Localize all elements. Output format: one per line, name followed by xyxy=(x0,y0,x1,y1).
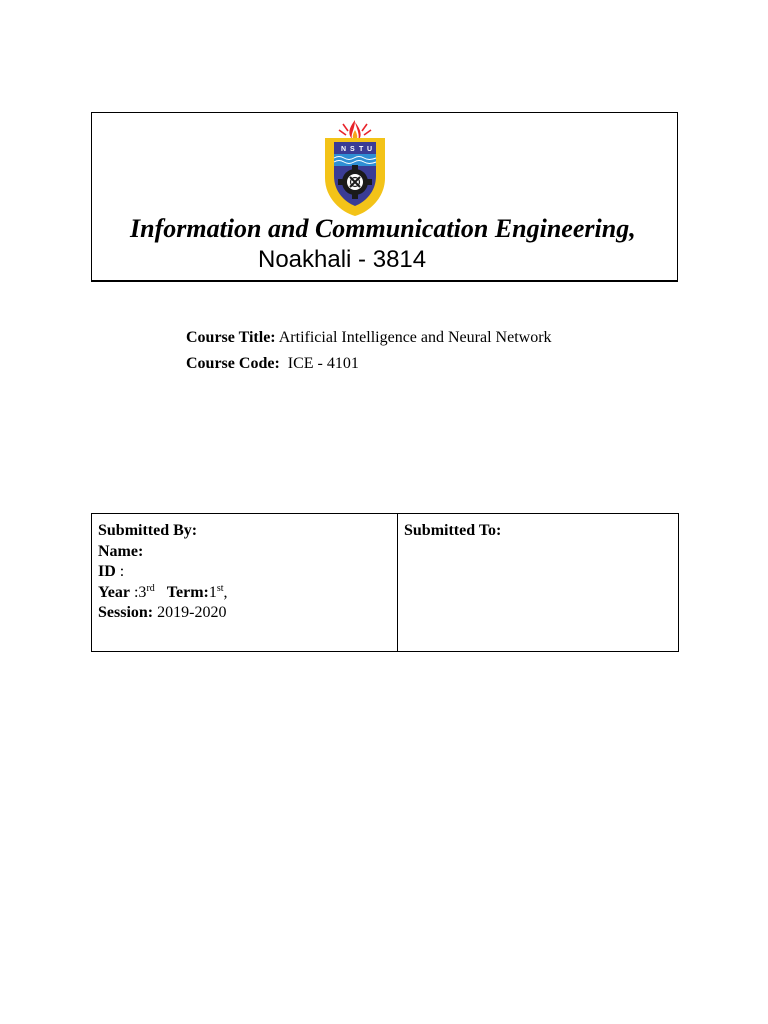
submitted-by-label: Submitted By: xyxy=(98,522,198,539)
course-title-value: Artificial Intelligence and Neural Network xyxy=(275,329,552,346)
term-label: Term: xyxy=(166,583,209,601)
submitted-by-cell xyxy=(92,514,398,652)
logo-letter-t: T xyxy=(359,146,364,153)
id-label: ID xyxy=(98,563,116,580)
course-code-line xyxy=(186,355,359,373)
session-value: 2019-2020 xyxy=(153,604,227,621)
year-term-line xyxy=(98,583,391,604)
department-title: Information and Communication Engineering, xyxy=(130,214,636,243)
year-label: Year xyxy=(98,583,130,601)
name-label: Name: xyxy=(98,542,144,560)
logo-letter-u: U xyxy=(367,146,373,153)
location-line: Noakhali - 3814 xyxy=(258,246,427,273)
term-comma: , xyxy=(223,583,228,601)
course-title-line xyxy=(186,329,552,347)
submitted-to-label: Submitted To: xyxy=(404,522,502,539)
term-suffix: st xyxy=(216,582,224,594)
year-value: :3 xyxy=(129,583,147,601)
course-title-label: Course Title: xyxy=(186,329,276,346)
logo-letter-n: N xyxy=(341,146,347,153)
course-code-value: ICE - 4101 xyxy=(279,355,359,372)
university-logo-icon xyxy=(319,116,391,218)
term-value: 1 xyxy=(208,583,217,601)
logo-letter-s: S xyxy=(350,146,355,153)
id-separator: : xyxy=(115,563,125,580)
submission-table xyxy=(91,513,679,652)
year-suffix: rd xyxy=(146,582,155,594)
session-label: Session: xyxy=(98,604,154,621)
submitted-to-cell xyxy=(398,514,679,652)
course-code-label: Course Code: xyxy=(186,355,280,372)
